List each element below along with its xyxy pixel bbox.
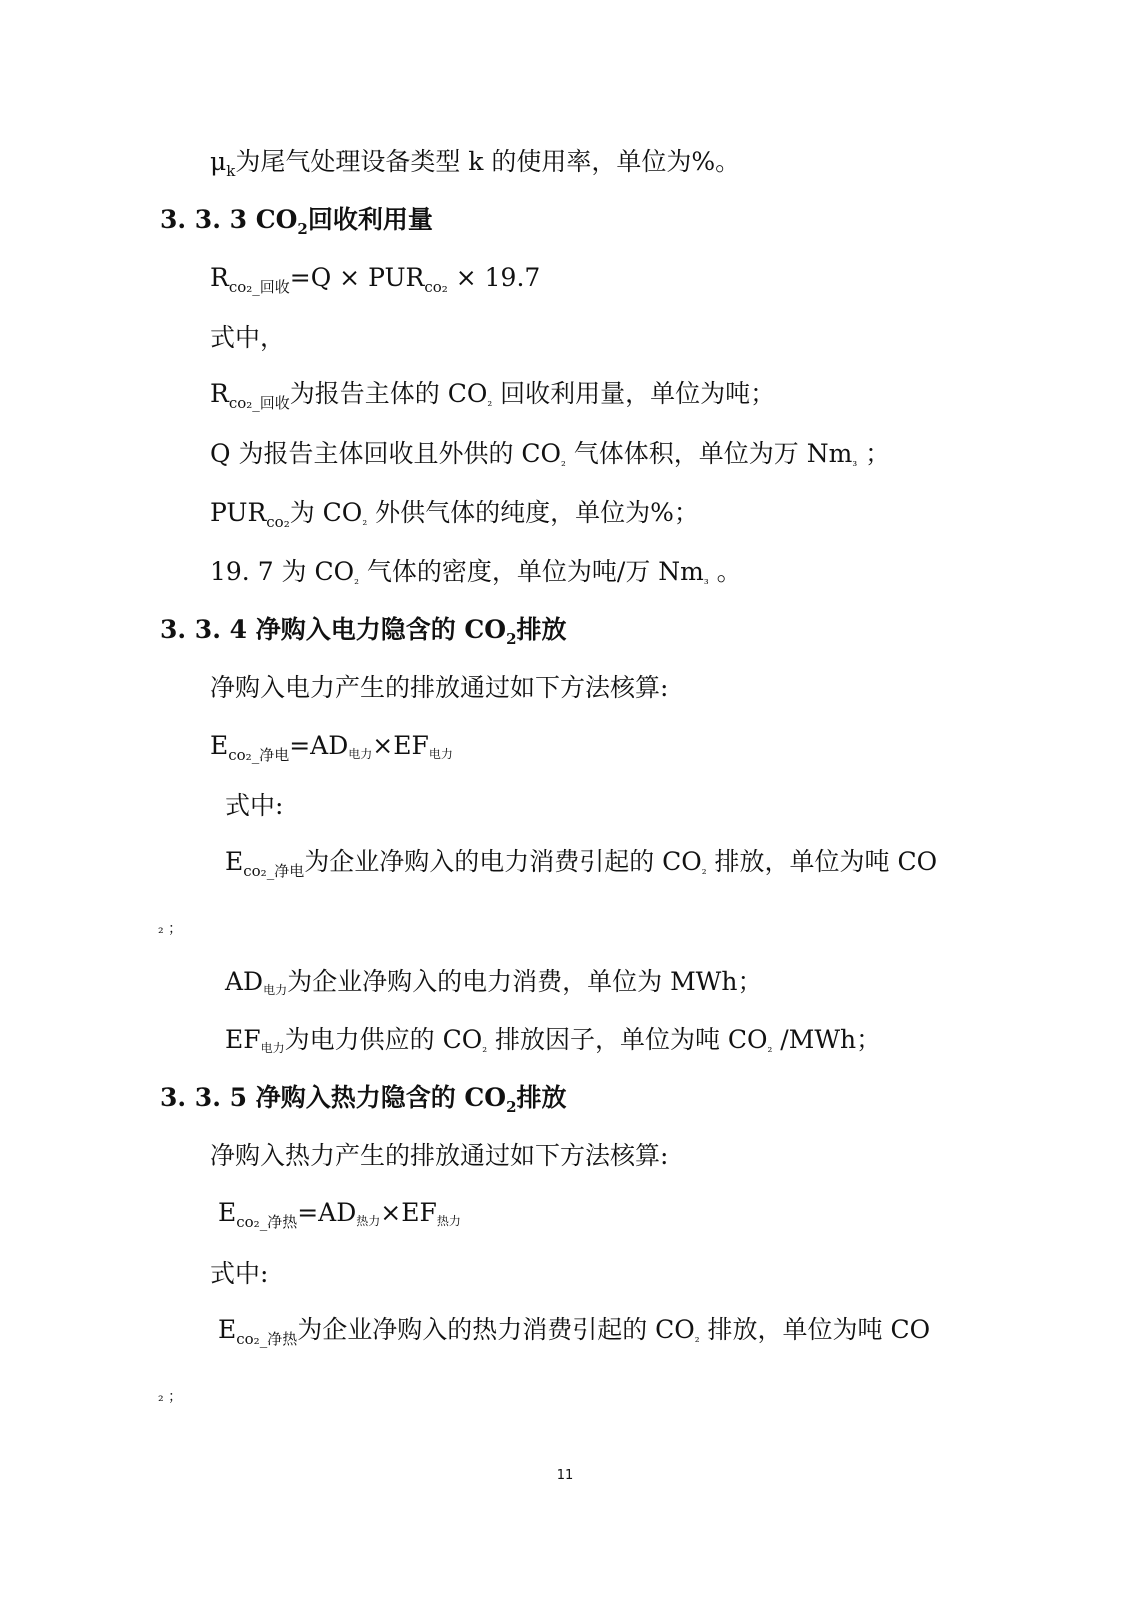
definition-text: Q 为报告主体回收且外供的 CO [210, 439, 562, 468]
formula-symbol: E [225, 847, 244, 876]
formula-text: =Q × PUR [289, 263, 425, 292]
formula-symbol: EF [225, 1025, 261, 1054]
where-label: 式中: [210, 1259, 269, 1288]
definition-text-tail: 。 [708, 557, 742, 586]
definition-text: 为企业净购入的电力消费引起的 CO [304, 847, 702, 876]
formula-text: =AD [289, 731, 349, 760]
co2-subscript: ₂ [354, 573, 359, 587]
unit-subscript: ₃ [852, 455, 858, 469]
formula-subscript: co₂ [266, 513, 290, 531]
definition-text-tail: 排放，单位为吨 CO [699, 1315, 931, 1344]
heading-subscript: 2 [506, 630, 517, 648]
heading-text: 3. 3. 3 CO [160, 205, 298, 234]
formula-subscript: co₂_净电 [228, 746, 290, 764]
definition-text: 为电力供应的 CO [284, 1025, 483, 1054]
where-label: 式中， [210, 323, 286, 352]
co2-subscript: ₂ [362, 514, 368, 528]
heading-text: 3. 3. 5 净购入热力隐含的 CO [160, 1083, 507, 1112]
heading-text: 3. 3. 4 净购入电力隐含的 CO [160, 615, 507, 644]
formula-subscript: 热力 [356, 1214, 381, 1228]
wrapped-line-fragment: ₂ ； [158, 1389, 183, 1405]
section-heading-3-3-4 [160, 614, 567, 646]
formula-symbol: R [210, 263, 229, 292]
definition-text: 为 CO [289, 498, 363, 527]
formula-subscript: co₂ [424, 278, 448, 296]
definition-text: 为报告主体的 CO [289, 379, 488, 408]
definition-text-tail: 排放，单位为吨 CO [706, 847, 938, 876]
formula-subscript: co₂_净电 [243, 862, 305, 880]
formula-subscript: co₂_净热 [236, 1330, 298, 1348]
heat-intro: 净购入热力产生的排放通过如下方法核算: [210, 1141, 669, 1170]
definition-text: 为企业净购入的电力消费，单位为 MWh； [287, 967, 763, 996]
co2-subscript: ₂ [767, 1041, 773, 1055]
co2-subscript: ₂ [701, 863, 707, 877]
formula-heat [218, 1197, 461, 1229]
definition-text: 排放因子，单位为吨 CO [487, 1025, 768, 1054]
electricity-emission-definition [225, 846, 937, 878]
section-heading-3-3-3 [160, 204, 433, 236]
wrapped-line-fragment: ₂ ； [158, 921, 183, 937]
formula-symbol: E [218, 1198, 237, 1227]
formula-text: =AD [297, 1198, 357, 1227]
formula-subscript: 电力 [263, 983, 288, 997]
density-definition [210, 556, 742, 588]
co2-subscript: ₂ [561, 455, 566, 469]
formula-subscript: 电力 [260, 1041, 285, 1055]
definition-text: 气体的密度，单位为吨/万 Nm [358, 557, 704, 586]
volume-definition [210, 438, 890, 470]
heading-text-tail: 回收利用量 [307, 205, 433, 234]
definition-text-tail: 回收利用量，单位为吨； [492, 379, 776, 408]
formula-symbol: PUR [210, 498, 267, 527]
mu-subscript: k [226, 162, 236, 180]
formula-symbol: R [210, 379, 229, 408]
page-number: 11 [556, 1468, 574, 1483]
heading-text-tail: 排放 [516, 615, 567, 644]
definition-text-tail: 外供气体的纯度，单位为%； [367, 498, 699, 527]
heading-subscript: 2 [297, 220, 308, 238]
definition-text-tail: /MWh； [772, 1025, 882, 1054]
co2-subscript: ₂ [482, 1041, 488, 1055]
where-label: 式中: [225, 791, 284, 820]
definition-text: 气体体积，单位为万 Nm [565, 439, 853, 468]
electricity-ef-definition [225, 1024, 881, 1056]
heading-subscript: 2 [506, 1098, 517, 1116]
mu-symbol: μ [210, 147, 227, 176]
formula-text: ×EF [372, 731, 429, 760]
formula-subscript: 电力 [428, 747, 453, 761]
formula-subscript: 热力 [436, 1214, 461, 1228]
formula-text: × 19.7 [447, 263, 541, 292]
definition-text: 为尾气处理设备类型 k 的使用率，单位为%。 [235, 147, 741, 176]
section-heading-3-3-5 [160, 1082, 567, 1114]
formula-symbol: E [218, 1315, 237, 1344]
heading-text-tail: 排放 [516, 1083, 567, 1112]
purity-definition [210, 497, 699, 529]
formula-symbol: AD [225, 967, 264, 996]
recovery-definition [210, 378, 775, 410]
utilization-rate-definition [210, 146, 740, 178]
definition-text-tail: ； [857, 439, 891, 468]
definition-text: 19. 7 为 CO [210, 557, 355, 586]
formula-co2-recovery [210, 262, 540, 294]
formula-subscript: co₂_回收 [228, 394, 290, 412]
formula-subscript: co₂_回收 [228, 278, 290, 296]
electricity-intro: 净购入电力产生的排放通过如下方法核算: [210, 673, 669, 702]
heat-emission-definition [218, 1314, 930, 1346]
formula-text: ×EF [380, 1198, 437, 1227]
electricity-ad-definition [225, 966, 762, 998]
formula-subscript: 电力 [348, 747, 373, 761]
unit-subscript: ₃ [703, 573, 709, 587]
definition-text: 为企业净购入的热力消费引起的 CO [297, 1315, 695, 1344]
formula-electricity [210, 730, 453, 762]
formula-subscript: co₂_净热 [236, 1213, 298, 1231]
formula-symbol: E [210, 731, 229, 760]
co2-subscript: ₂ [487, 395, 493, 409]
co2-subscript: ₂ [694, 1331, 700, 1345]
